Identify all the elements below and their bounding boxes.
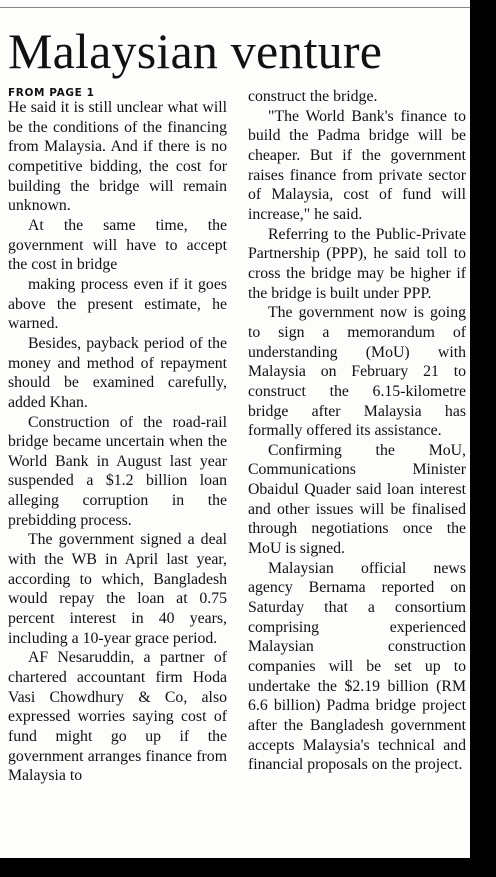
paragraph: Besides, payback period of the money and method of repayment should be examined carefully, added Khan. (8, 334, 227, 411)
paragraph: Referring to the Public-Private Partnership (PPP), he said toll to cross the bridge may be higher if the bridge is built under PPP. (248, 225, 466, 302)
paragraph: construct the bridge. (248, 88, 378, 105)
paragraph: Confirming the MoU, Communications Minister Obaidul Quader said loan interest and other issues will be finalised through negotiations once the MoU is signed. (248, 441, 466, 558)
paragraph: At the same time, the government will have to accept the cost in bridge (8, 216, 227, 274)
paragraph: making process even if it goes above the present estimate, he warned. (8, 275, 227, 333)
paragraph: Construction of the road-rail bridge became uncertain when the World Bank in August last year suspended a $1.2 billion loan alleging corruption in the prebidding process. (8, 413, 227, 529)
article-column-2 (248, 87, 466, 775)
continuation-kicker: FROM PAGE 1 (8, 87, 95, 99)
top-rule (0, 7, 470, 8)
paragraph: Malaysian official news agency Bernama reported on Saturday that a consortium comprising experienced Malaysian construction companies will be set up to undertake the $2.19 billion (RM 6.6 billion) Padma bridge project after the Bangladesh government accepts Malaysia's technical and financial proposals on the project. (248, 559, 466, 774)
paragraph: He said it is still unclear what will be the conditions of the financing from Malaysia. And if there is no competitive bidding, the cost for building the bridge will remain unknown. (8, 99, 227, 215)
paragraph: The government now is going to sign a memorandum of understanding (MoU) with Malaysia on February 21 to construct the 6.15-kilometre bridge after Malaysia has formally offered its assistance. (248, 304, 466, 440)
headline: Malaysian venture (8, 23, 383, 79)
article-column-1 (8, 98, 227, 786)
paragraph: AF Nesaruddin, a partner of chartered accountant firm Hoda Vasi Chowdhury & Co, also expressed worries saying cost of fund might go up if the government arranges finance from Malaysia to (8, 649, 227, 785)
paragraph: "The World Bank's finance to build the Padma bridge will be cheaper. But if the government raises finance from private sector of Malaysia, cost of fund will increase," he said. (248, 107, 466, 223)
paragraph: The government signed a deal with the WB in April last year, according to which, Bangladesh would repay the loan at 0.75 percent interest in 40 years, including a 10-year grace period. (8, 531, 227, 647)
